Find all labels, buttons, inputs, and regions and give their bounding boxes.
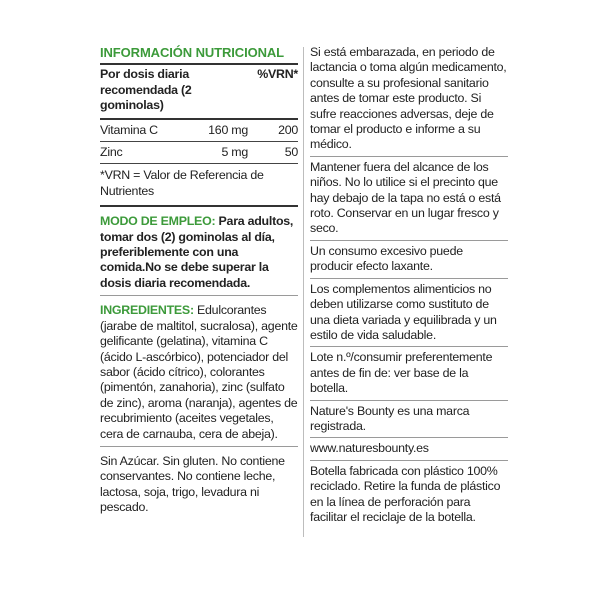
nutrition-header: [100, 65, 298, 119]
warning-paragraph: Si está embarazada, en periodo de lactancia o toma algún medicamento, consulte a su profesional sanitario antes de tomar este producto. Si sufre reacciones adversas, deje de tomar el producto e informe a su médico.: [310, 45, 508, 157]
supplement-label: [100, 45, 510, 555]
nutrient-vrn: 50: [284, 145, 298, 160]
nutrition-title: INFORMACIÓN NUTRICIONAL: [100, 45, 298, 65]
lot-paragraph: Lote n.º/consumir preferentemente antes de fin de: ver base de la botella.: [310, 350, 508, 400]
nutrition-row: [100, 120, 298, 142]
supplement-notice-paragraph: Los complementos alimenticios no deben utilizarse como sustituto de una dieta variada y equilibrada y un estilo de vida saludable.: [310, 282, 508, 348]
nutrient-name: Vitamina C: [100, 122, 158, 137]
usage-text: Para adultos, tomar dos (2) gominolas al día, preferiblemente con una comida.No se debe superar la dosis diaria recomendada.: [100, 214, 294, 290]
website-text: www.naturesbounty.es: [310, 441, 508, 460]
ingredients-heading: INGREDIENTES:: [100, 303, 194, 318]
nutrition-header-label: Por dosis diaria recomendada (2 gominolas): [100, 67, 192, 113]
storage-paragraph: Mantener fuera del alcance de los niños. No lo utilice si el precinto que hay debajo de la tapa no está o está roto. Conservar en un lugar fresco y seco.: [310, 160, 508, 241]
trademark-paragraph: Nature's Bounty es una marca registrada.: [310, 404, 508, 439]
left-column: [100, 45, 298, 516]
nutrient-vrn: 200: [278, 122, 298, 137]
ingredients-text: Edulcorantes (jarabe de maltitol, sucralosa), agente gelificante (gelatina), vitamina C (ácido L-ascórbico), potenciador del sabor (ácido cítrico), colorantes (pimentón, zanahoria), zinc (sulfato de zinc), aroma (naranja), agentes de recubrimiento (aceites vegetales, cera de carnauba, cera de abeja).: [100, 303, 298, 441]
laxative-paragraph: Un consumo excesivo puede producir efecto laxante.: [310, 244, 508, 279]
nutrient-name: Zinc: [100, 145, 123, 160]
recycling-paragraph: Botella fabricada con plástico 100% reciclado. Retire la funda de plástico en la línea de perforación para facilitar el reciclaje de la botella.: [310, 463, 501, 524]
nutrition-footnote: *VRN = Valor de Referencia de Nutrientes: [100, 164, 298, 207]
ingredients-section: [100, 303, 298, 447]
nutrition-header-vrn: %VRN*: [257, 67, 298, 82]
usage-section: [100, 214, 298, 296]
free-from-text: Sin Azúcar. Sin gluten. No contiene conservantes. No contiene leche, lactosa, soja, trigo, levadura ni pescado.: [100, 453, 285, 515]
nutrition-row: [100, 142, 298, 164]
nutrient-amount: 5 mg: [221, 145, 248, 160]
right-column: [310, 45, 508, 531]
usage-heading: MODO DE EMPLEO:: [100, 214, 216, 229]
column-divider: [303, 47, 304, 537]
nutrient-amount: 160 mg: [208, 122, 248, 137]
